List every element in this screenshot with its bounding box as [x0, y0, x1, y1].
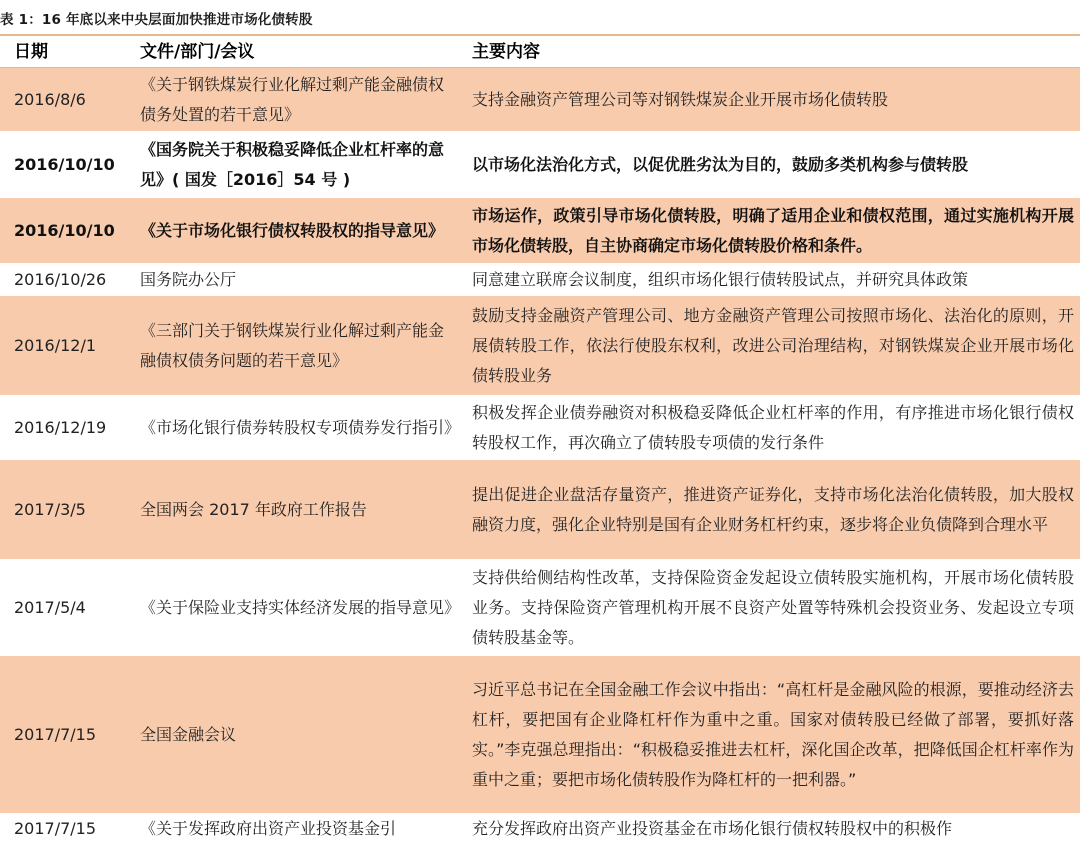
table-row [0, 560, 1080, 656]
row-content: 同意建立联席会议制度，组织市场化银行债转股试点，并研究具体政策 [472, 269, 969, 289]
row-date: 2016/10/26 [14, 269, 107, 289]
table-row [0, 656, 1080, 814]
row-date: 2016/8/6 [14, 89, 86, 109]
row-date: 2017/5/4 [14, 597, 86, 617]
policy-table [0, 34, 1080, 848]
row-document: 国务院办公厅 [140, 269, 237, 289]
row-content: 支持供给侧结构性改革，支持保险资金发起设立债转股实施机构，开展市场化债转股业务。支持保险资产管理机构开展不良资产处置等特殊机会投资业务、发起设立专项债转股基金等。 [472, 567, 1074, 647]
table-row [0, 198, 1080, 264]
row-document: 《关于钢铁煤炭行业化解过剩产能金融债权债务处置的若干意见》 [140, 74, 445, 124]
row-date: 2016/10/10 [14, 154, 115, 174]
row-date: 2017/3/5 [14, 499, 86, 519]
row-document: 《关于发挥政府出资产业投资基金引 [140, 819, 397, 838]
table-row [0, 460, 1080, 560]
row-content: 积极发挥企业债券融资对积极稳妥降低企业杠杆率的作用，有序推进市场化银行债权转股权工作，再次确立了债转股专项债的发行条件 [472, 402, 1074, 452]
row-content: 鼓励支持金融资产管理公司、地方金融资产管理公司按照市场化、法治化的原则，开展债转股工作，依法行使股东权利，改进公司治理结构，对钢铁煤炭企业开展市场化债转股业务 [472, 305, 1074, 385]
header-content: 主要内容 [472, 41, 540, 62]
table-row [0, 396, 1080, 460]
row-document: 《关于保险业支持实体经济发展的指导意见》 [140, 597, 461, 617]
row-content: 市场运作，政策引导市场化债转股，明确了适用企业和债权范围，通过实施机构开展市场化债转股，自主协商确定市场化债转股价格和条件。 [472, 205, 1074, 255]
row-document: 《市场化银行债券转股权专项债券发行指引》 [140, 417, 461, 437]
header-date: 日期 [14, 41, 48, 62]
header-document: 文件/部门/会议 [140, 41, 255, 62]
table-header-row [0, 36, 1080, 68]
row-content: 提出促进企业盘活存量资产，推进资产证券化，支持市场化法治化债转股，加大股权融资力度，强化企业特别是国有企业财务杠杆约束，逐步将企业负债降到合理水平 [472, 484, 1074, 534]
row-date: 2016/10/10 [14, 220, 115, 240]
table-row [0, 68, 1080, 132]
table-row [0, 132, 1080, 198]
row-content: 支持金融资产管理公司等对钢铁煤炭企业开展市场化债转股 [472, 89, 889, 109]
table-caption: 表 1：16 年底以来中央层面加快推进市场化债转股 [0, 12, 313, 28]
row-date: 2016/12/1 [14, 335, 97, 355]
row-document: 《关于市场化银行债权转股权的指导意见》 [140, 220, 445, 240]
row-document: 全国金融会议 [140, 724, 237, 744]
row-date: 2016/12/19 [14, 417, 107, 437]
row-date: 2017/7/15 [14, 819, 97, 838]
row-content: 以市场化法治化方式，以促优胜劣汰为目的，鼓励多类机构参与债转股 [472, 154, 969, 174]
row-content: 充分发挥政府出资产业投资基金在市场化银行债权转股权中的积极作 [472, 819, 953, 838]
table-row [0, 814, 1080, 848]
row-document: 《国务院关于积极稳妥降低企业杠杆率的意见》( 国发［2016］54 号 ) [140, 139, 445, 189]
row-document: 全国两会 2017 年政府工作报告 [140, 499, 367, 519]
table-row [0, 264, 1080, 296]
row-content: 习近平总书记在全国金融工作会议中指出：“高杠杆是金融风险的根源，要推动经济去杠杆，要把国有企业降杠杆作为重中之重。国家对债转股已经做了部署，要抓好落实。”李克强总理指出：“积极稳妥推进去杠杆，深化国企改革，把降低国企杠杆率作为重中之重；要把市场化债转股作为降杠杆的一把利器。” [472, 679, 1074, 789]
table-row [0, 296, 1080, 396]
row-date: 2017/7/15 [14, 724, 97, 744]
row-document: 《三部门关于钢铁煤炭行业化解过剩产能金融债权债务问题的若干意见》 [140, 320, 445, 370]
